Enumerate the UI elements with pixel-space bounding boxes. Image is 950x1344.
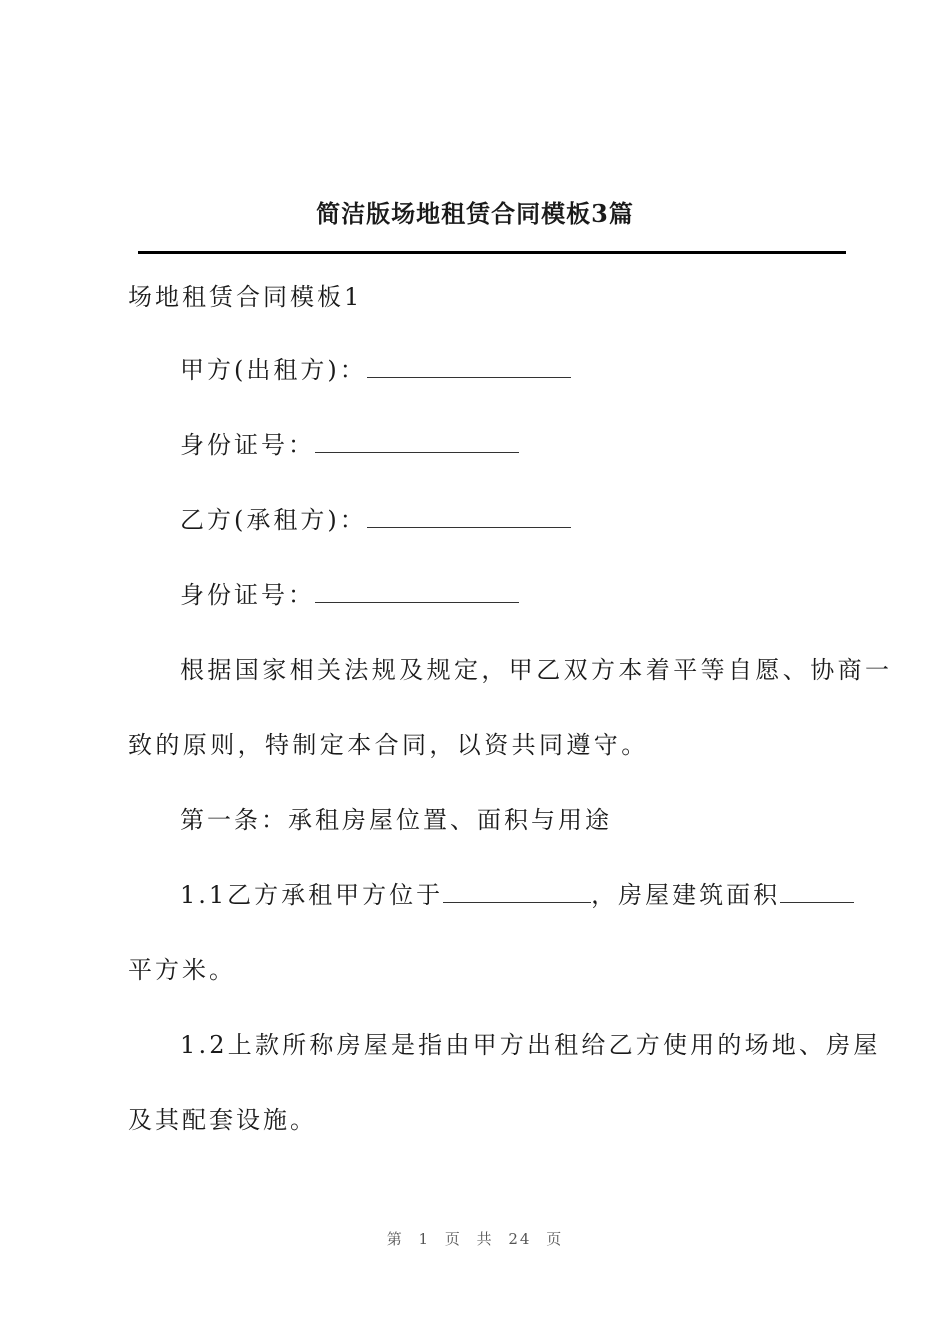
- party-a-line: [180, 355, 571, 385]
- party-a-label: 甲方(出租方)：: [180, 356, 367, 384]
- area-blank: [780, 880, 854, 903]
- preamble-line-2: 致的原则，特制定本合同，以资共同遵守。: [128, 731, 649, 759]
- party-a-blank: [367, 355, 571, 378]
- party-b-id-line: [180, 580, 519, 610]
- title-divider: [138, 251, 846, 254]
- section-heading: 场地租赁合同模板1: [128, 283, 363, 311]
- party-a-id-label: 身份证号：: [180, 431, 315, 459]
- article-1-heading: 第一条：承租房屋位置、面积与用途: [180, 806, 612, 834]
- party-a-id-blank: [315, 430, 519, 453]
- clause-1-2-line-2: 及其配套设施。: [128, 1106, 317, 1134]
- party-b-id-label: 身份证号：: [180, 581, 315, 609]
- location-blank: [443, 880, 591, 903]
- clause-1-1-text-a: 1.1乙方承租甲方位于: [180, 881, 444, 909]
- party-b-blank: [367, 505, 571, 528]
- clause-1-1-text-b: ，房屋建筑面积: [591, 881, 781, 909]
- party-b-label: 乙方(承租方)：: [180, 506, 367, 534]
- clause-1-1-line-2: 平方米。: [128, 956, 236, 984]
- document-title: 简洁版场地租赁合同模板3篇: [316, 199, 634, 228]
- clause-1-1-line-1: [180, 880, 854, 910]
- party-a-id-line: [180, 430, 519, 460]
- clause-1-2-line-1: 1.2上款所称房屋是指由甲方出租给乙方使用的场地、房屋: [180, 1031, 881, 1059]
- preamble-line-1: 根据国家相关法规及规定，甲乙双方本着平等自愿、协商一: [180, 656, 893, 684]
- party-b-line: [180, 505, 571, 535]
- party-b-id-blank: [315, 580, 519, 603]
- page-number-footer: 第 1 页 共 24 页: [386, 1230, 564, 1248]
